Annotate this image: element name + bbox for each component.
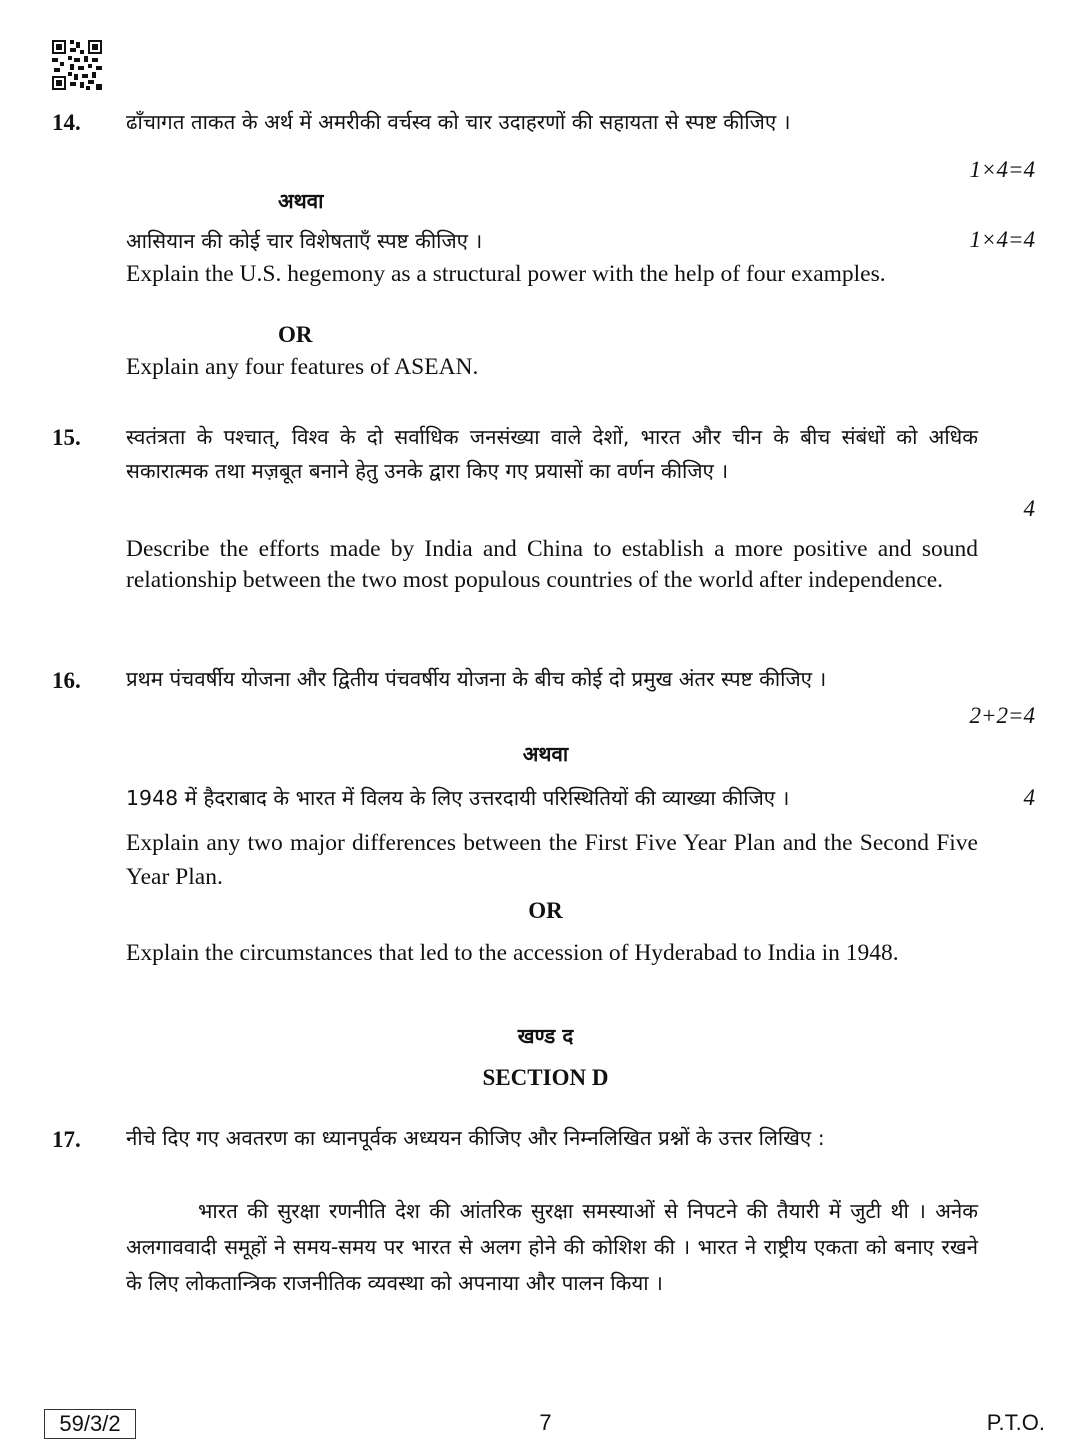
marks: 2+2=4 <box>969 703 1035 728</box>
question-text-hindi: प्रथम पंचवर्षीय योजना और द्वितीय पंचवर्षीय योजना के बीच कोई दो प्रमुख अंतर स्पष्ट कीजिए । <box>126 667 827 691</box>
qr-code-icon <box>52 40 102 90</box>
pto-label: P.T.O. <box>986 1410 1045 1435</box>
question-text-english: Explain any two major differences between the First Five Year Plan and the Second Five Year Plan. <box>126 830 978 890</box>
section-title-hindi: खण्ड द <box>517 1024 574 1048</box>
or-label: OR <box>278 322 313 347</box>
passage-hindi: भारत की सुरक्षा रणनीति देश की आंतरिक सुरक्षा समस्याओं से निपटने की तैयारी में जुटी थी । अनेक अलगाववादी समूहों ने समय-समय पर भारत से अलग होने की कोशिश की । भारत ने राष्ट्रीय एकता को बनाए रखने के लिए लोकतान्त्रिक राजनीतिक व्यवस्था को अपनाया और पालन किया । <box>126 1199 978 1295</box>
section-title: SECTION D <box>482 1065 609 1090</box>
alt-question-text-english: Explain the circumstances that led to the accession of Hyderabad to India in 1948. <box>126 940 899 966</box>
marks: 4 <box>1023 496 1035 521</box>
paper-code: 59/3/2 <box>59 1411 121 1436</box>
question-instruction-hindi: नीचे दिए गए अवतरण का ध्यानपूर्वक अध्ययन कीजिए और निम्नलिखित प्रश्नों के उत्तर लिखिए : <box>126 1126 825 1150</box>
marks: 1×4=4 <box>969 157 1035 182</box>
or-label-hindi: अथवा <box>278 189 324 213</box>
question-number: 14. <box>52 110 81 135</box>
marks: 4 <box>1023 785 1035 810</box>
question-text-english: Explain the U.S. hegemony as a structural power with the help of four examples. <box>126 261 886 287</box>
alt-question-text-hindi: आसियान की कोई चार विशेषताएँ स्पष्ट कीजिए । <box>126 229 483 253</box>
or-label: OR <box>528 898 563 923</box>
page-number: 7 <box>539 1410 552 1435</box>
alt-question-text-english: Explain any four features of ASEAN. <box>126 354 479 380</box>
question-text-hindi: ढाँचागत ताकत के अर्थ में अमरीकी वर्चस्व को चार उदाहरणों की सहायता से स्पष्ट कीजिए । <box>126 110 791 134</box>
question-number: 15. <box>52 425 81 450</box>
marks: 1×4=4 <box>969 227 1035 252</box>
alt-question-text-hindi: 1948 में हैदराबाद के भारत में विलय के लिए उत्तरदायी परिस्थितियों की व्याख्या कीजिए । <box>126 786 790 810</box>
question-text-english: Describe the efforts made by India and China to establish a more positive and sound relationship between the two most populous countries of the world after independence. <box>126 536 978 593</box>
question-number: 17. <box>52 1127 81 1152</box>
question-text-hindi: स्वतंत्रता के पश्चात्, विश्व के दो सर्वाधिक जनसंख्या वाले देशों, भारत और चीन के बीच संबंधों को अधिक सकारात्मक तथा मज़बूत बनाने हेतु उनके द्वारा किए गए प्रयासों का वर्णन कीजिए । <box>126 425 978 483</box>
question-number: 16. <box>52 668 81 693</box>
or-label-hindi: अथवा <box>522 742 569 766</box>
